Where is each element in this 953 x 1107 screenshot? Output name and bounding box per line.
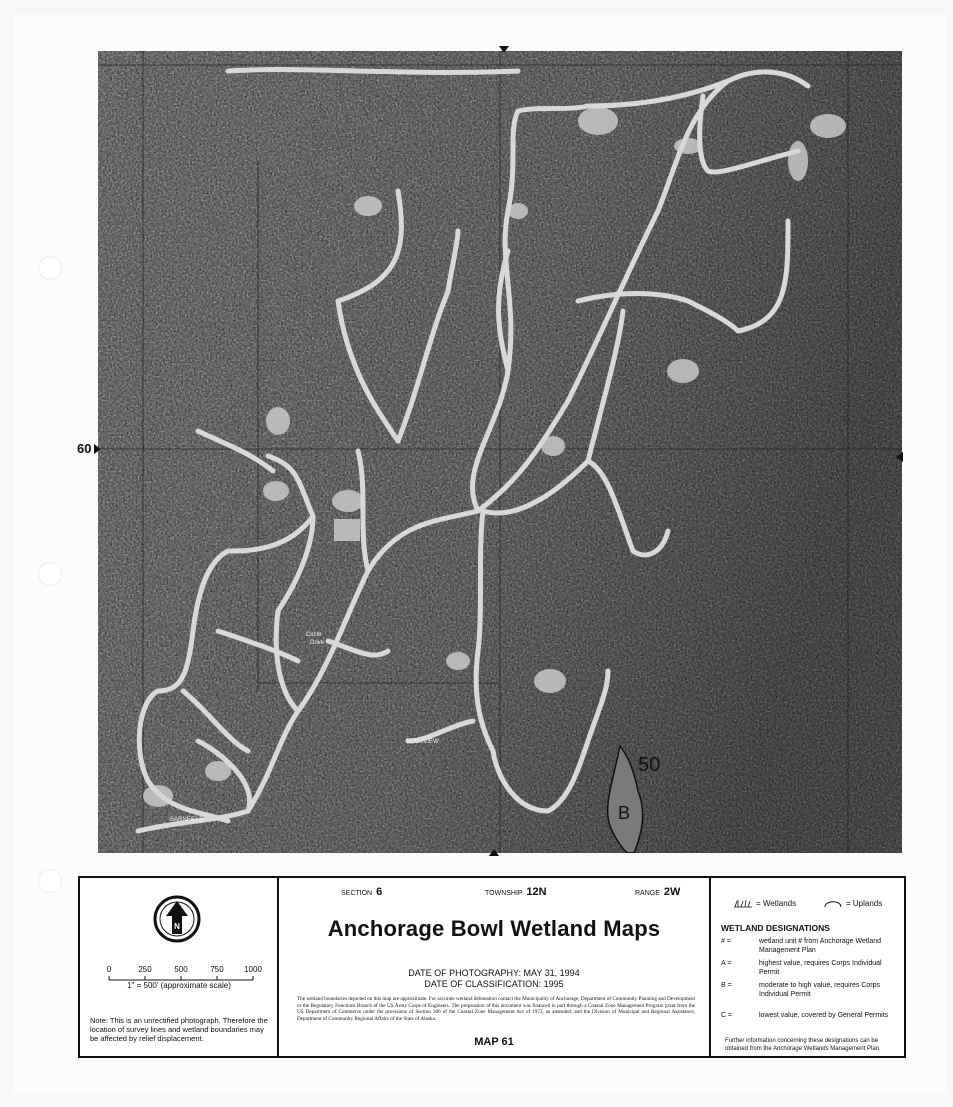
designations-heading: WETLAND DESIGNATIONS	[721, 923, 830, 933]
legend-title-pane	[279, 878, 711, 1056]
wetland-unit-label: 50	[638, 754, 661, 776]
wetland-marsh-icon	[733, 898, 753, 908]
wetlands-symbol-label: = Wetlands	[756, 898, 797, 908]
township-label: TOWNSHIP	[485, 890, 523, 897]
displacement-note: Note: This is an unrectified photograph. Therefore the location of survey lines and wetland boundaries may be affected by relief displacement.	[90, 1016, 268, 1043]
township-value: 12N	[526, 886, 547, 898]
wetland-class-label: B	[618, 803, 631, 823]
designation-row	[721, 938, 891, 955]
road-label: BARNFIELD	[170, 817, 204, 823]
designation-code: B =	[721, 982, 732, 989]
range-value: 2W	[663, 886, 681, 898]
road-label: Circle	[306, 632, 322, 638]
north-label: N	[174, 922, 180, 931]
tick-marker-top	[499, 46, 509, 53]
map-number: MAP 61	[474, 1036, 514, 1048]
disclaimer-text: The wetland boundaries depicted on this map are approximate. For accurate wetland delineation contact the Municipality of Anchorage, Department of Community Planning and Development or the Regulatory Functions Branch of the US Army Corps of Engineers. The preparation of this document was financed in part through a Coastal Zone Management Program grant from the US Department of Commerce under the provisions of Section 306 of the Coastal Zone Management Act of 1972, as amended, and the Division of Municipal and Regional Assistance, Department of Community Regional Affairs of the State of Alaska.	[297, 996, 695, 1022]
north-arrow-icon	[152, 894, 202, 944]
designation-text: highest value, requires Corps Individual Permit	[759, 960, 882, 976]
designation-row	[721, 982, 891, 999]
road-label: Drive	[310, 640, 325, 646]
road-label: ROCKVIEW	[406, 739, 439, 745]
further-info-text: Further information concerning these designations can be obtained from the Anchorage Wetlands Management Plan.	[725, 1038, 881, 1052]
designation-text: lowest value, covered by General Permits	[759, 1012, 889, 1019]
legend-designations-pane	[711, 878, 904, 1056]
map-legend	[78, 876, 906, 1058]
map-title: Anchorage Bowl Wetland Maps	[327, 916, 661, 941]
scale-tick: 500	[174, 965, 188, 974]
range-field	[635, 886, 680, 898]
photo-date: DATE OF PHOTOGRAPHY: MAY 31, 1994	[408, 968, 580, 978]
wetlands-symbol-row	[733, 898, 796, 908]
scale-tick: 1000	[244, 965, 262, 974]
tick-marker-right	[896, 452, 903, 462]
township-field	[485, 886, 547, 898]
legend-left-pane	[80, 878, 279, 1056]
range-label: RANGE	[635, 890, 660, 897]
upland-symbol-icon	[823, 898, 843, 908]
scale-caption: 1" = 500' (approximate scale)	[127, 981, 231, 990]
designation-text: moderate to high value, requires Corps Individual Permit	[759, 982, 881, 998]
section-field	[341, 886, 382, 898]
designation-code: # =	[721, 938, 731, 945]
aerial-photograph[interactable]	[98, 51, 902, 853]
uplands-symbol-row	[823, 898, 882, 908]
tick-marker-left	[94, 444, 101, 454]
section-label: SECTION	[341, 890, 373, 897]
designation-text: wetland unit # from Anchorage Wetland Management Plan	[759, 938, 882, 954]
edge-reference-label: 60	[77, 441, 92, 456]
section-value: 6	[376, 886, 383, 898]
scale-tick: 250	[138, 965, 152, 974]
designation-code: A =	[721, 960, 732, 967]
punch-hole	[38, 869, 62, 893]
designation-code: C =	[721, 1012, 733, 1019]
designation-row	[721, 960, 891, 977]
classification-date: DATE OF CLASSIFICATION: 1995	[424, 979, 564, 989]
dates-block	[279, 968, 709, 990]
punch-hole	[38, 562, 62, 586]
north-arrow	[152, 894, 202, 949]
designation-row	[721, 1012, 891, 1021]
tick-marker-bottom	[489, 849, 499, 856]
uplands-symbol-label: = Uplands	[846, 898, 883, 908]
punch-hole	[38, 256, 62, 280]
scale-tick: 750	[210, 965, 224, 974]
scale-tick: 0	[106, 965, 112, 974]
